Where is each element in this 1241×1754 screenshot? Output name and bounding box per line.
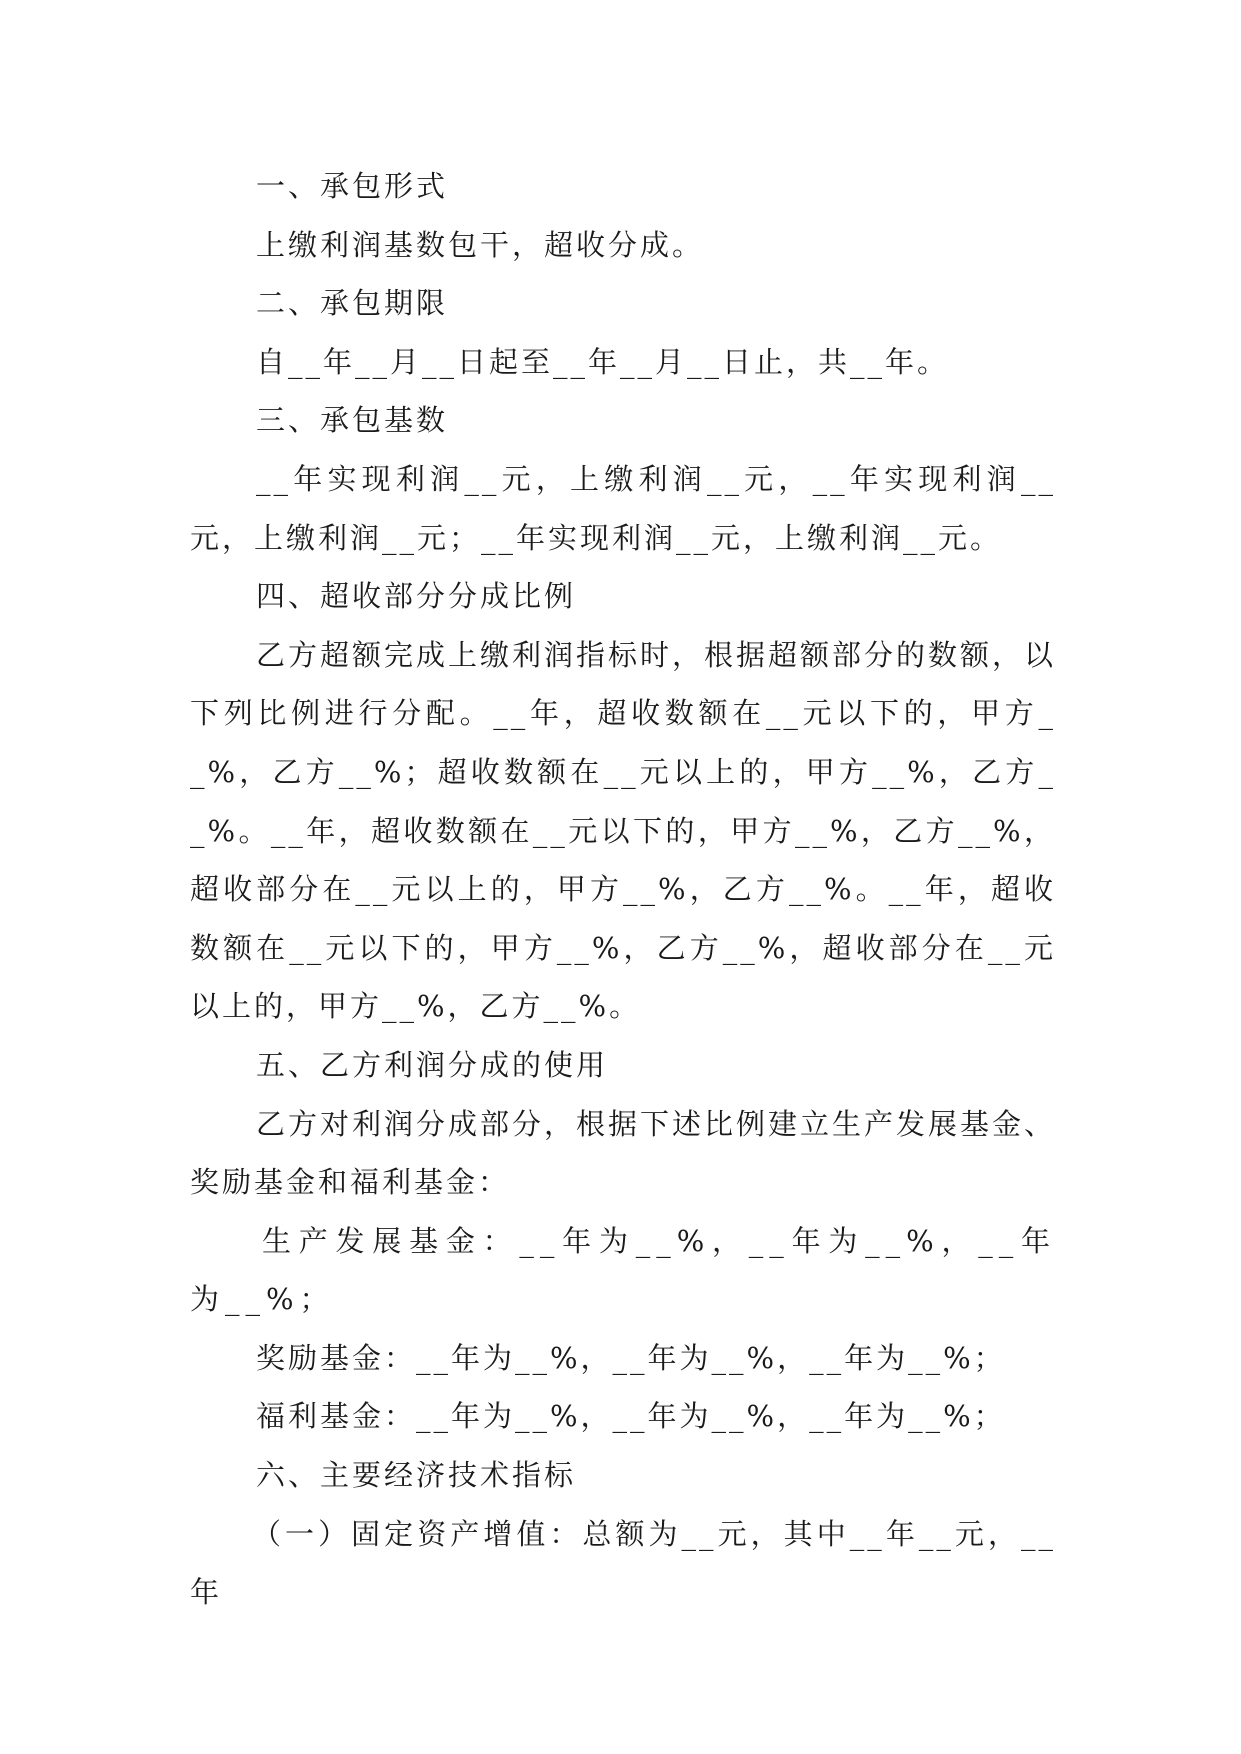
contract-period-text: 自__年__月__日起至__年__月__日止，共__年。 (256, 344, 950, 379)
contract-form-text: 上缴利润基数包干，超收分成。 (256, 227, 705, 262)
reward-fund-text: 奖励基金：__年为__%，__年为__%，__年为__%； (256, 1340, 1006, 1375)
section-heading-indicators: 六、主要经济技术指标 (256, 1458, 577, 1493)
welfare-fund-text: 福利基金：__年为__%，__年为__%，__年为__%； (256, 1399, 1006, 1434)
section-heading-excess-ratio: 四、超收部分分成比例 (256, 579, 577, 614)
contract-base-text: __年实现利润__元，上缴利润__元，__年实现利润__元，上缴利润__元；__年实现利润__元，上缴利润__元。 (190, 461, 1056, 555)
production-fund-text: 生产发展基金：__年为__%，__年为__%，__年为__%； (190, 1223, 1056, 1317)
fixed-assets-text: （一）固定资产增值：总额为__元，其中__年__元，__年 (190, 1516, 1056, 1610)
section-heading-contract-period: 二、承包期限 (256, 286, 449, 321)
section-heading-profit-use: 五、乙方利润分成的使用 (256, 1047, 609, 1082)
section-heading-contract-base: 三、承包基数 (256, 403, 449, 438)
section-heading-contract-form: 一、承包形式 (256, 169, 449, 203)
document-body (190, 157, 1056, 1622)
excess-ratio-text: 乙方超额完成上缴利润指标时，根据超额部分的数额，以下列比例进行分配。__年，超收数额在__元以下的，甲方__%，乙方__%；超收数额在__元以上的，甲方__%，乙方__%。__年，超收数额在__元以下的，甲方__%，乙方__%，超收部分在__元以上的，甲方__%，乙方__%。__年，超收数额在__元以下的，甲方__%，乙方__%，超收部分在__元以上的，甲方__%，乙方__%。 (190, 637, 1057, 1024)
profit-use-text: 乙方对利润分成部分，根据下述比例建立生产发展基金、奖励基金和福利基金： (190, 1106, 1057, 1200)
